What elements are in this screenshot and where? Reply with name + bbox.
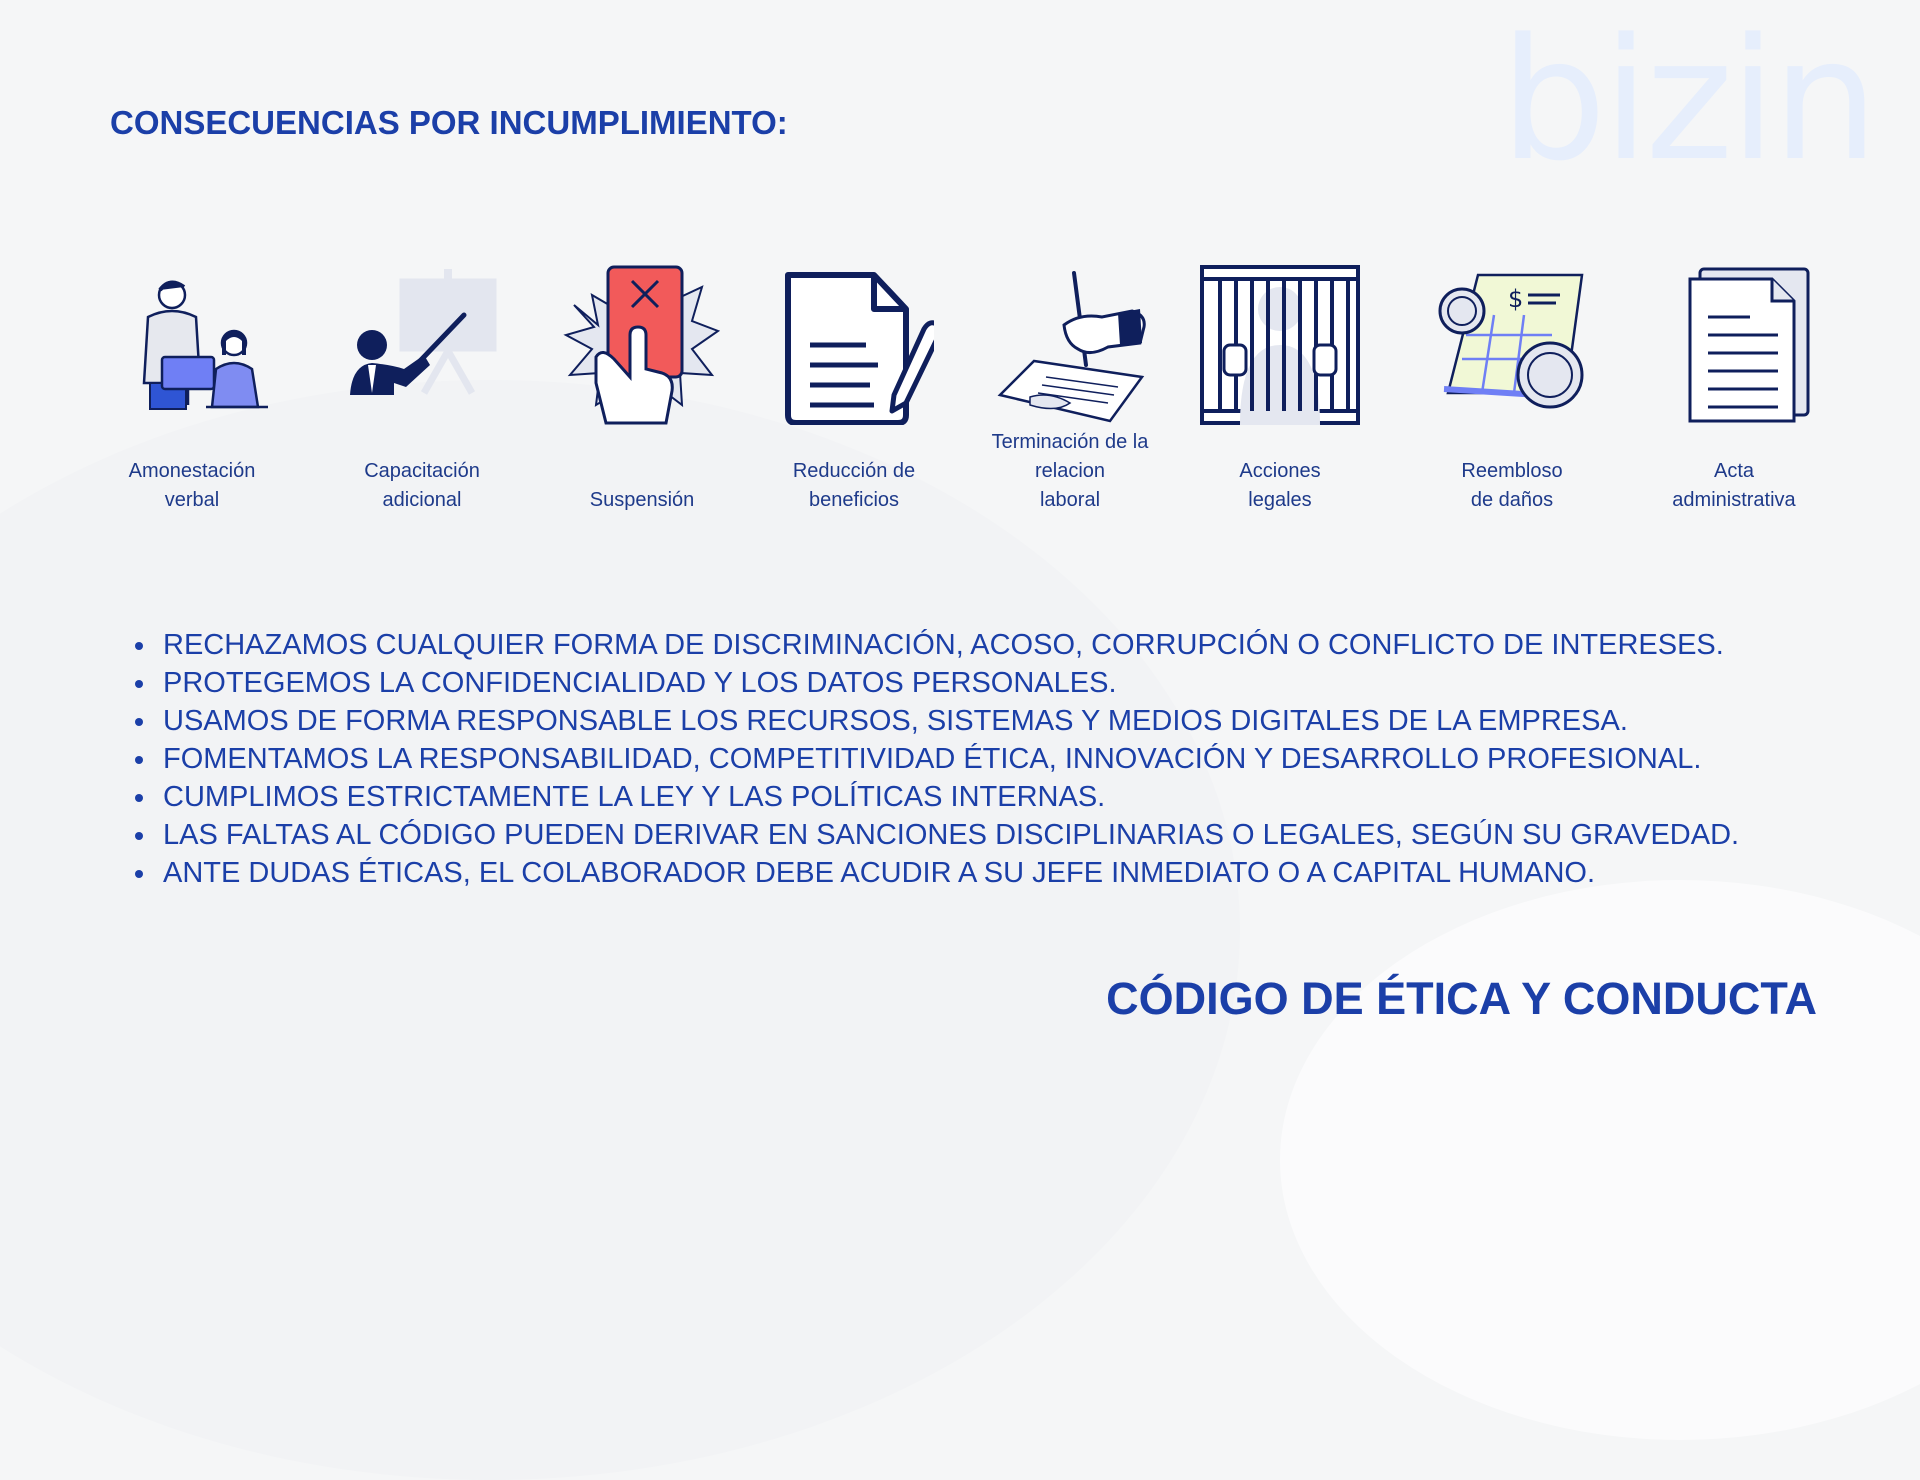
svg-text:$: $ [1508, 285, 1524, 313]
background-shape-left [0, 380, 1240, 1480]
list-item: RECHAZAMOS CUALQUIER FORMA DE DISCRIMINACIÓN, ACOSO, CORRUPCIÓN O CONFLICTO DE INTERESES. [130, 626, 1830, 664]
list-item: USAMOS DE FORMA RESPONSABLE LOS RECURSOS, SISTEMAS Y MEDIOS DIGITALES DE LA EMPRESA. [130, 702, 1830, 740]
signing-contract-icon [990, 265, 1150, 425]
presentation-icon [342, 265, 502, 425]
consequence-administrative-record [1634, 255, 1834, 515]
consequence-label: Amonestación verbal [128, 460, 256, 511]
consequence-label: Terminación de la relacion laboral [991, 431, 1149, 511]
principles-list [130, 626, 1830, 892]
consequence-label: Reembloso de daños [1461, 460, 1563, 511]
consequence-verbal-warning [92, 255, 292, 515]
bizin-logo: bizin [1500, 2, 1875, 198]
document-footer-title: CÓDIGO DE ÉTICA Y CONDUCTA [1106, 973, 1817, 1024]
coins-invoice-icon [1432, 265, 1592, 425]
consequence-label: Suspensión [589, 489, 695, 511]
background-shape-right [1280, 880, 1920, 1440]
consequence-legal-actions [1180, 255, 1380, 515]
consequence-additional-training [322, 255, 522, 515]
list-item: ANTE DUDAS ÉTICAS, EL COLABORADOR DEBE ACUDIR A SU JEFE INMEDIATO O A CAPITAL HUMANO. [130, 854, 1830, 892]
list-item: CUMPLIMOS ESTRICTAMENTE LA LEY Y LAS POLÍTICAS INTERNAS. [130, 778, 1830, 816]
consequence-benefit-reduction [754, 255, 954, 515]
consequence-label: Acta administrativa [1672, 460, 1796, 511]
list-item: PROTEGEMOS LA CONFIDENCIALIDAD Y LOS DATOS PERSONALES. [130, 664, 1830, 702]
people-meeting-icon [112, 265, 272, 425]
consequence-damage-reimbursement [1412, 255, 1612, 515]
consequence-suspension [542, 255, 742, 515]
list-item: FOMENTAMOS LA RESPONSABILIDAD, COMPETITIVIDAD ÉTICA, INNOVACIÓN Y DESARROLLO PROFESIONAL. [130, 740, 1830, 778]
document-edit-icon [774, 265, 934, 425]
document-pages-icon [1654, 265, 1814, 425]
consequence-label: Reducción de beneficios [792, 460, 916, 511]
consequence-employment-termination [970, 255, 1170, 515]
slide-title: CONSECUENCIAS POR INCUMPLIMIENTO: [110, 104, 788, 141]
consequences-row [0, 255, 1920, 515]
consequence-label: Acciones legales [1239, 460, 1321, 511]
jail-bars-icon [1200, 265, 1360, 425]
red-card-icon [562, 265, 722, 425]
list-item: LAS FALTAS AL CÓDIGO PUEDEN DERIVAR EN SANCIONES DISCIPLINARIAS O LEGALES, SEGÚN SU GRAVEDAD. [130, 816, 1830, 854]
consequence-label: Capacitación adicional [364, 460, 480, 511]
